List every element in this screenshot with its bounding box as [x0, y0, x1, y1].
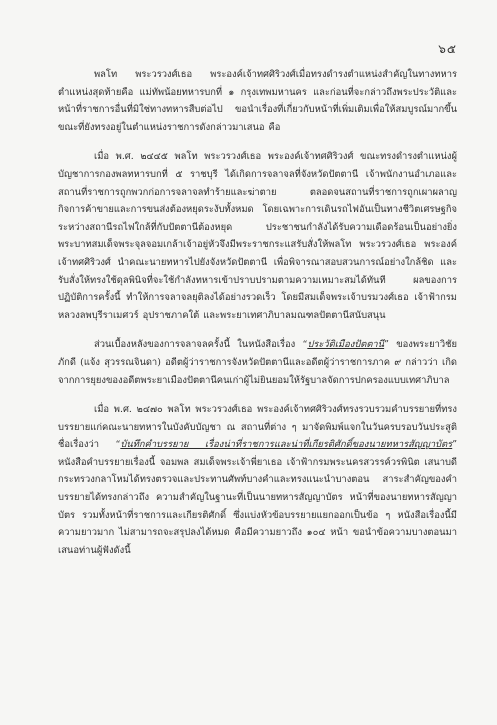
paragraph-4 — [58, 401, 457, 559]
paragraph-text: ส่วนเบื้องหลังของการจลาจลครั้งนี้ ในหนังสือเรื่อง “ — [94, 339, 308, 351]
paragraph-1 — [58, 66, 457, 136]
page-body — [58, 66, 457, 559]
paragraph-text: ” หนังสือคำบรรยายเรื่องนี้ จอมพล สมเด็จพระเจ้าพี่ยาเธอ เจ้าฟ้ากรมพระนครสวรรค์วรพินิต เสนาบดีกระทรวงกลาโหมได้ทรงตรวจและประทานศัพท์บางคำและทรงแนะนำบางตอน สาระสำคัญของคำบรรยายได้ทรงกล่าวถึง ความสำคัญในฐานะที่เป็นนายทหารสัญญาบัตร หน้าที่ของนายทหารสัญญาบัตร รวมทั้งหน้าที่ราชการและเกียรติศักดิ์ ซึ่งแบ่งหัวข้อบรรยายแยกออกเป็นข้อ ๆ หนังสือเรื่องนี้มีความยาวมาก ไม่สามารถจะสรุปลงได้หมด คือมีความยาวถึง ๑๐๔ หน้า ขอนำข้อความบางตอนมาเสนอท่านผู้ฟังดังนี้ — [58, 439, 458, 556]
paragraph-text: พลโท พระวรวงศ์เธอ พระองค์เจ้าทศศิริวงศ์เมื่อทรงดำรงตำแหน่งสำคัญในทางทหาร ตำแหน่งสุดท้ายคือ แม่ทัพน้อยทหารบกที่ ๑ กรุงเทพมหานคร และก่อนที่จะกล่าวถึงพระประวัติและหน้าที่ราชการอื่นที่มิใช่ทางทหารสืบต่อไป ขอนำเรื่องที่เกี่ยวกับหน้าที่เพิ่มเติมเพื่อให้สมบูรณ์มากขึ้น ขณะที่ยังทรงอยู่ในตำแหน่งราชการดังกล่าวมาเสนอ คือ — [58, 69, 457, 133]
lecture-title-quote: บันทึกคำบรรยาย เรื่องน่าที่ราชการและน่าที่เกียรติศักดิ์ของนายทหารสัญญาบัตร — [120, 439, 453, 451]
paragraph-text: เมื่อ พ.ศ. ๒๔๗๐ พลโท พระวรวงศ์เธอ พระองค์เจ้าทศศิริวงศ์ทรงรวบรวมคำบรรยายที่ทรงบรรยายแก่คณะนายทหารในบังคับบัญชา ณ สถานที่ต่าง ๆ มาจัดพิมพ์แจกในวันครบรอบวันประสูติชื่อเรื่องว่า “ — [58, 404, 457, 451]
paragraph-text: ” ของพระยาวิชัยภักดี (แจ้ง สุวรรณจินดา) อดีตผู้ว่าราชการจังหวัดปัตตานีและอดีตผู้ว่าราชการภาค ๙ กล่าวว่า เกิดจากการยุยงของอดีตพระยาเมืองปัตตานีคนเก่าผู้ไม่ยินยอมให้รัฐบาลจัดการปกครองแบบเทศาภิบาล — [58, 339, 457, 386]
page-number: ๖๕ — [438, 42, 457, 56]
paragraph-text: เมื่อ พ.ศ. ๒๔๔๕ พลโท พระวรวงศ์เธอ พระองค์เจ้าทศศิริวงศ์ ขณะทรงดำรงตำแหน่งผู้บัญชาการกองพลทหารบกที่ ๕ ราชบุรี ได้เกิดการจลาจลที่จังหวัดปัตตานี เจ้าพนักงานอำเภอและสถานที่ราชการถูกพวกก่อการจลาจลทำร้ายและฆ่าตาย ตลอดจนสถานที่ราชการถูกเผาผลาญ กิจการค้าขายและการขนส่งต้องหยุดระงับทั้งหมด โดยเฉพาะการเดินรถไฟอันเป็นทางชีวิตเศรษฐกิจระหว่างสถานีรถไฟใกล้ที่กับปัตตานีต้องหยุด ประชาชนกำลังได้รับความเดือดร้อนเป็นอย่างยิ่ง พระบาทสมเด็จพระจุลจอมเกล้าเจ้าอยู่หัวจึงมีพระราชกระแสรับสั่งให้พลโท พระวรวงศ์เธอ พระองค์เจ้าทศศิริวงศ์ นำคณะนายทหารไปยังจังหวัดปัตตานี เพื่อพิจารณาสอบสวนการณ์อย่างใกล้ชิด และรับสั่งให้ทรงใช้ดุลพินิจที่จะใช้กำลังทหารเข้าปราบปรามตามความเหมาะสมได้ทันที ผลของการปฏิบัติการครั้งนี้ ทำให้การจลาจลยุติลงได้อย่างรวดเร็ว โดยมีสมเด็จพระเจ้าบรมวงศ์เธอ เจ้าฟ้ากรมหลวงลพบุรีราเมศวร์ อุปราชภาคใต้ และพระยาเทศาภิบาลมณฑลปัตตานีสนับสนุน — [58, 151, 457, 321]
book-title-quote: ประวัติเมืองปัตตานี — [307, 339, 385, 351]
paragraph-2 — [58, 148, 457, 324]
paragraph-3 — [58, 336, 457, 389]
